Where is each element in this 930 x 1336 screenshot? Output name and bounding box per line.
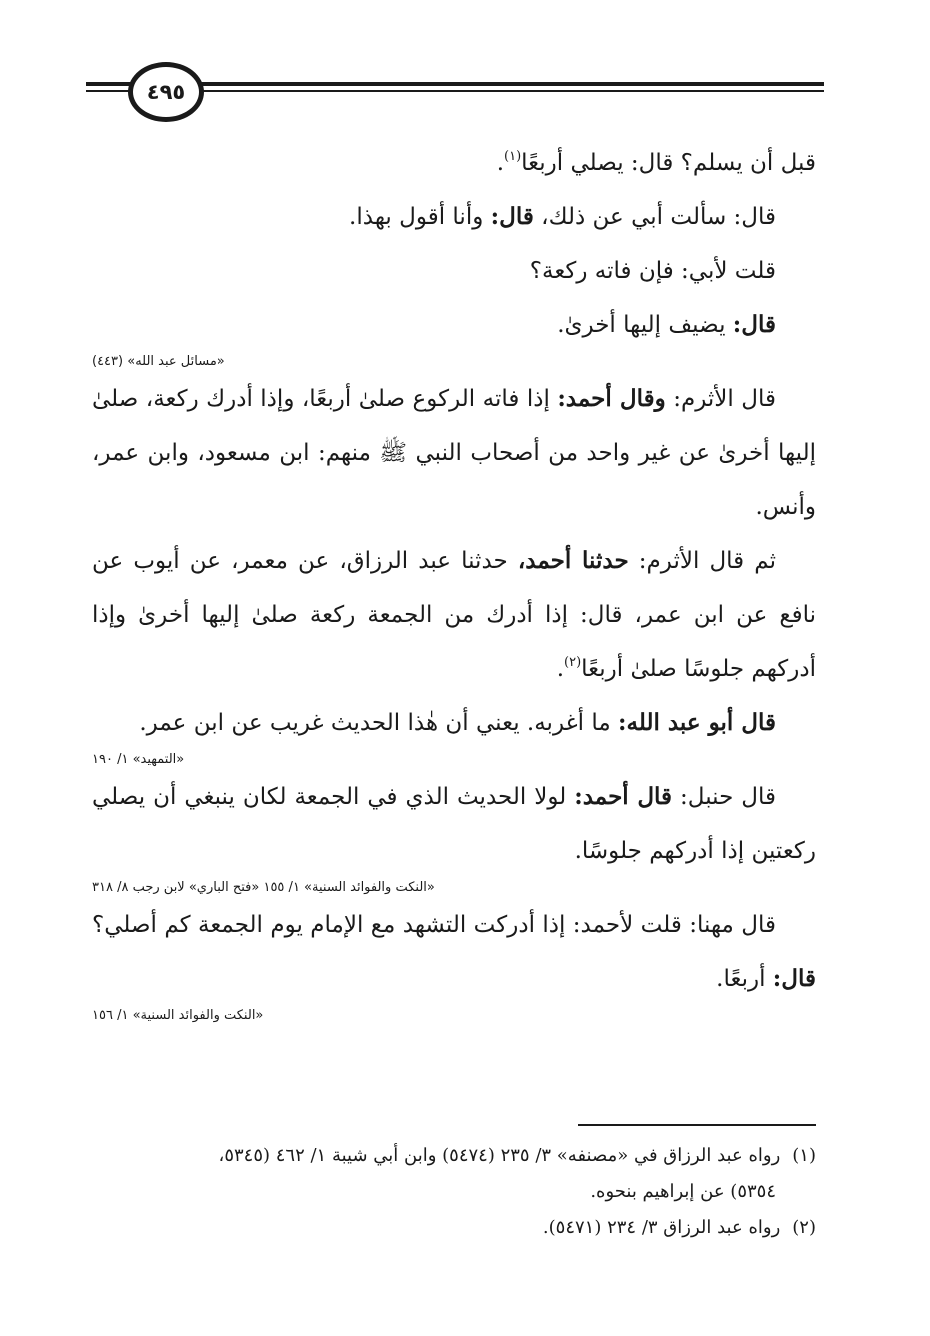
paragraph <box>92 136 816 190</box>
text-run: حدثنا عبد الرزاق، عن معمر، عن أيوب عن نافع عن ابن عمر، قال: إذا أدرك من الجمعة ركعة صلىٰ إليها أخرىٰ وإذا أدركهم جلوسًا صلىٰ أربعًا <box>92 548 816 682</box>
source-citation <box>92 1006 816 1026</box>
paragraph <box>92 696 816 750</box>
text-run: وأنا أقول بهذا. <box>349 204 491 230</box>
text-run: يضيف إليها أخرىٰ. <box>557 312 733 338</box>
text-run: أربعًا. <box>716 966 773 992</box>
page-number: ٤٩٥ <box>128 62 204 122</box>
paragraph <box>92 244 816 298</box>
source-citation <box>92 750 816 770</box>
text-run: قال حنبل: <box>672 784 776 810</box>
paragraph <box>92 372 816 534</box>
bold-run: قال أبو عبد الله: <box>618 709 776 736</box>
text-run: إذا فاته الركوع صلىٰ أربعًا، وإذا أدرك ركعة، صلىٰ إليها أخرىٰ عن غير واحد من أصحاب النبي ﷺ منهم: ابن مسعود، وابن عمر، وأنس. <box>92 386 816 520</box>
text-run: قال: سألت أبي عن ذلك، <box>533 204 776 230</box>
footnote <box>92 1210 816 1246</box>
source-citation <box>92 878 816 898</box>
footnote-number: (٢) <box>792 1217 816 1238</box>
footnote-text: رواه عبد الرزاق في «مصنفه» ٣/ ٢٣٥ (٥٤٧٤) وابن أبي شيبة ١/ ٤٦٢ (٥٣٤٥، <box>218 1145 781 1166</box>
footnotes <box>92 1138 816 1246</box>
footnote-text-continued: ٥٣٥٤) عن إبراهيم بنحوه. <box>590 1181 776 1202</box>
source-citation-text: «التمهيد» ١/ ١٩٠ <box>92 752 185 767</box>
footnote-ref: (٢) <box>564 655 582 670</box>
text-run: ثم قال الأثرم: <box>628 548 776 574</box>
text-run: قبل أن يسلم؟ قال: يصلي أربعًا <box>521 150 816 176</box>
source-citation-text: «النكت والفوائد السنية» ١/ ١٥٦ <box>92 1008 264 1023</box>
paragraph <box>92 298 816 352</box>
source-citation-text: «مسائل عبد الله» (٤٤٣) <box>92 354 225 369</box>
footnote-separator <box>578 1124 816 1126</box>
footnote-ref: (١) <box>504 149 522 164</box>
footnote <box>92 1138 816 1210</box>
bold-run: قال: <box>732 311 776 338</box>
text-run: لولا الحديث الذي في الجمعة لكان ينبغي أن يصلي ركعتين إذا أدركهم جلوسًا. <box>92 784 816 864</box>
footnote-text: رواه عبد الرزاق ٣/ ٢٣٤ (٥٤٧١). <box>542 1217 781 1238</box>
text-run: قال مهنا: قلت لأحمد: إذا أدركت التشهد مع الإمام يوم الجمعة كم أصلي؟ <box>92 912 776 938</box>
paragraph <box>92 190 816 244</box>
bold-run: حدثنا أحمد، <box>517 547 629 574</box>
paragraph <box>92 898 816 1006</box>
paragraph <box>92 534 816 696</box>
text-run: قلت لأبي: فإن فاته ركعة؟ <box>529 258 776 284</box>
source-citation <box>92 352 816 372</box>
bold-run: قال: <box>772 965 816 992</box>
text-run: قال الأثرم: <box>665 386 776 412</box>
paragraph <box>92 770 816 878</box>
bold-run: قال أحمد: <box>574 783 673 810</box>
text-run: . <box>496 150 505 176</box>
bold-run: قال: <box>490 203 534 230</box>
text-run: . <box>556 656 565 682</box>
footnote-number: (١) <box>792 1145 816 1166</box>
source-citation-text: «النكت والفوائد السنية» ١/ ١٥٥ «فتح الباري» لابن رجب ٨/ ٣١٨ <box>92 880 435 895</box>
page-header <box>86 62 824 118</box>
bold-run: وقال أحمد: <box>557 385 666 412</box>
main-text <box>92 136 816 1026</box>
text-run: ما أغربه. يعني أن هٰذا الحديث غريب عن ابن عمر. <box>139 710 619 736</box>
